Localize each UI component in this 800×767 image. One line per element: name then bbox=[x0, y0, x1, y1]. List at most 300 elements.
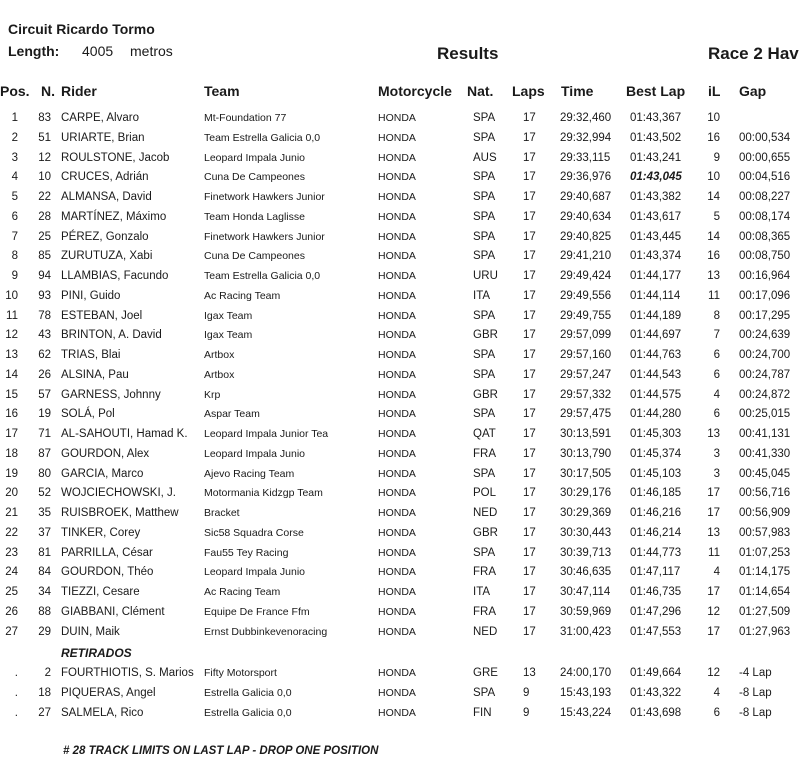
number-cell: 37 bbox=[38, 526, 51, 539]
nat-cell: AUS bbox=[473, 151, 497, 164]
best-lap-cell: 01:47,553 bbox=[630, 625, 682, 638]
table-row bbox=[0, 606, 800, 625]
number-cell: 93 bbox=[38, 289, 51, 302]
il-cell: 12 bbox=[707, 605, 720, 618]
pos-cell: 13 bbox=[5, 349, 18, 361]
number-cell: 26 bbox=[38, 368, 51, 381]
gap-cell: 00:17,295 bbox=[739, 309, 791, 322]
pos-cell: 23 bbox=[5, 546, 18, 559]
number-cell: 88 bbox=[38, 605, 51, 618]
il-cell: 14 bbox=[707, 230, 720, 243]
gap-cell: 00:08,174 bbox=[739, 210, 791, 223]
time-cell: 30:13,591 bbox=[560, 428, 612, 440]
table-row bbox=[0, 626, 800, 645]
rider-cell: GARNESS, Johnny bbox=[61, 388, 161, 401]
nat-cell: SPA bbox=[473, 368, 496, 381]
nat-cell: FIN bbox=[473, 706, 492, 719]
table-row bbox=[0, 408, 800, 427]
rider-cell: GOURDON, Alex bbox=[61, 447, 150, 460]
table-row bbox=[0, 211, 800, 230]
best-lap-cell: 01:46,214 bbox=[630, 526, 682, 539]
nat-cell: URU bbox=[473, 270, 498, 282]
nat-cell: SPA bbox=[473, 686, 496, 699]
number-cell: 34 bbox=[38, 586, 51, 598]
rider-cell: PINI, Guido bbox=[61, 289, 121, 302]
best-lap-cell: 01:44,114 bbox=[630, 289, 681, 302]
length-value: 4005 bbox=[82, 43, 114, 59]
rider-cell: LLAMBIAS, Facundo bbox=[61, 270, 169, 282]
laps-cell: 17 bbox=[523, 526, 536, 539]
number-cell: 2 bbox=[44, 667, 51, 679]
nat-cell: FRA bbox=[473, 566, 496, 579]
rider-cell: ZURUTUZA, Xabi bbox=[61, 250, 153, 263]
number-cell: 83 bbox=[38, 112, 51, 124]
il-cell: 4 bbox=[713, 686, 720, 699]
motorcycle-cell: HONDA bbox=[378, 667, 416, 679]
time-cell: 29:57,247 bbox=[560, 368, 612, 381]
rider-cell: TIEZZI, Cesare bbox=[61, 586, 140, 598]
best-lap-cell: 01:43,502 bbox=[630, 131, 682, 144]
gap-cell: 00:56,716 bbox=[739, 487, 791, 500]
time-cell: 30:59,969 bbox=[560, 605, 612, 618]
table-row bbox=[0, 290, 800, 309]
rider-cell: PÉREZ, Gonzalo bbox=[61, 230, 149, 243]
col-gap: Gap bbox=[739, 83, 767, 99]
best-lap-cell: 01:46,735 bbox=[630, 586, 682, 598]
time-cell: 29:40,687 bbox=[560, 191, 612, 203]
rider-cell: RUISBROEK, Matthew bbox=[61, 507, 179, 519]
laps-cell: 17 bbox=[523, 566, 536, 579]
gap-cell: 00:08,365 bbox=[739, 230, 791, 243]
number-cell: 29 bbox=[38, 625, 51, 638]
il-cell: 13 bbox=[707, 526, 720, 539]
time-cell: 15:43,224 bbox=[560, 706, 612, 719]
nat-cell: FRA bbox=[473, 605, 496, 618]
motorcycle-cell: HONDA bbox=[378, 309, 416, 322]
gap-cell: 00:24,787 bbox=[739, 368, 791, 381]
team-cell: Team Estrella Galicia 0,0 bbox=[204, 270, 321, 282]
number-cell: 18 bbox=[38, 686, 51, 699]
pos-cell: 12 bbox=[5, 329, 18, 342]
il-cell: 11 bbox=[708, 289, 720, 302]
best-lap-cell: 01:43,322 bbox=[630, 686, 682, 699]
rider-cell: SALMELA, Rico bbox=[61, 706, 144, 719]
pos-cell: 5 bbox=[11, 191, 18, 203]
nat-cell: QAT bbox=[473, 428, 496, 440]
il-cell: 13 bbox=[707, 428, 720, 440]
motorcycle-cell: HONDA bbox=[378, 586, 416, 598]
motorcycle-cell: HONDA bbox=[378, 526, 416, 539]
motorcycle-cell: HONDA bbox=[378, 467, 416, 480]
il-cell: 10 bbox=[707, 112, 720, 124]
gap-cell: 00:08,227 bbox=[739, 191, 791, 203]
team-cell: Artbox bbox=[204, 349, 235, 361]
best-lap-cell: 01:47,117 bbox=[630, 566, 681, 579]
time-cell: 29:36,976 bbox=[560, 171, 612, 184]
team-cell: Leopard Impala Junio bbox=[204, 566, 305, 579]
gap-cell: 01:14,175 bbox=[739, 566, 791, 579]
laps-cell: 17 bbox=[523, 309, 536, 322]
best-lap-cell: 01:44,280 bbox=[630, 408, 682, 421]
rider-cell: FOURTHIOTIS, S. Marios bbox=[61, 667, 194, 679]
pos-cell: 15 bbox=[5, 388, 18, 401]
motorcycle-cell: HONDA bbox=[378, 329, 416, 342]
table-row bbox=[0, 468, 800, 487]
number-cell: 87 bbox=[38, 447, 51, 460]
motorcycle-cell: HONDA bbox=[378, 131, 416, 144]
nat-cell: SPA bbox=[473, 546, 496, 559]
time-cell: 29:32,460 bbox=[560, 112, 612, 124]
table-row bbox=[0, 448, 800, 467]
team-cell: Leopard Impala Junio bbox=[204, 151, 305, 164]
table-row bbox=[0, 369, 800, 388]
number-cell: 81 bbox=[38, 546, 51, 559]
laps-cell: 17 bbox=[523, 171, 536, 184]
gap-cell: 00:56,909 bbox=[739, 507, 791, 519]
laps-cell: 17 bbox=[523, 151, 536, 164]
team-cell: Ac Racing Team bbox=[204, 586, 281, 598]
laps-cell: 17 bbox=[523, 507, 536, 519]
motorcycle-cell: HONDA bbox=[378, 428, 416, 440]
team-cell: Team Honda Laglisse bbox=[204, 210, 305, 223]
team-cell: Ajevo Racing Team bbox=[204, 467, 295, 480]
table-row bbox=[0, 191, 800, 210]
best-lap-cell: 01:43,241 bbox=[630, 151, 682, 164]
pos-cell: 18 bbox=[5, 447, 18, 460]
best-lap-cell: 01:43,698 bbox=[630, 706, 682, 719]
il-cell: 16 bbox=[707, 250, 720, 263]
nat-cell: GBR bbox=[473, 388, 498, 401]
gap-cell: 00:45,045 bbox=[739, 467, 791, 480]
best-lap-cell: 01:44,543 bbox=[630, 368, 682, 381]
pos-cell: 1 bbox=[11, 112, 18, 124]
number-cell: 62 bbox=[38, 349, 51, 361]
laps-cell: 17 bbox=[523, 329, 536, 342]
laps-cell: 17 bbox=[523, 586, 536, 598]
team-cell: Team Estrella Galicia 0,0 bbox=[204, 131, 321, 144]
col-nat: Nat. bbox=[467, 83, 494, 99]
number-cell: 43 bbox=[38, 329, 51, 342]
motorcycle-cell: HONDA bbox=[378, 191, 416, 203]
motorcycle-cell: HONDA bbox=[378, 507, 416, 519]
rider-cell: URIARTE, Brian bbox=[61, 131, 145, 144]
laps-cell: 17 bbox=[523, 349, 536, 361]
pos-cell: 22 bbox=[5, 526, 18, 539]
gap-cell: -8 Lap bbox=[739, 706, 772, 719]
motorcycle-cell: HONDA bbox=[378, 487, 416, 500]
time-cell: 29:40,825 bbox=[560, 230, 612, 243]
col-il: iL bbox=[708, 83, 721, 99]
gap-cell: 00:41,330 bbox=[739, 447, 791, 460]
laps-cell: 17 bbox=[523, 210, 536, 223]
gap-cell: 00:17,096 bbox=[739, 289, 791, 302]
number-cell: 57 bbox=[38, 388, 51, 401]
gap-cell: 00:00,534 bbox=[739, 131, 791, 144]
time-cell: 31:00,423 bbox=[560, 625, 612, 638]
laps-cell: 17 bbox=[523, 487, 536, 500]
team-cell: Equipe De France Ffm bbox=[204, 605, 310, 618]
team-cell: Igax Team bbox=[204, 309, 253, 322]
rider-cell: SOLÁ, Pol bbox=[61, 408, 115, 421]
team-cell: Fifty Motorsport bbox=[204, 667, 277, 679]
il-cell: 6 bbox=[713, 408, 720, 421]
pos-cell: 8 bbox=[11, 250, 18, 263]
team-cell: Igax Team bbox=[204, 329, 253, 342]
col-laps: Laps bbox=[512, 83, 545, 99]
pos-cell: 17 bbox=[5, 428, 18, 440]
team-cell: Leopard Impala Junio bbox=[204, 447, 305, 460]
time-cell: 30:17,505 bbox=[560, 467, 612, 480]
team-cell: Artbox bbox=[204, 368, 235, 381]
nat-cell: SPA bbox=[473, 191, 496, 203]
col-rider: Rider bbox=[61, 83, 97, 99]
length-label: Length: bbox=[8, 43, 60, 59]
motorcycle-cell: HONDA bbox=[378, 605, 416, 618]
motorcycle-cell: HONDA bbox=[378, 210, 416, 223]
rider-cell: AL-SAHOUTI, Hamad K. bbox=[61, 428, 188, 440]
table-row bbox=[0, 547, 800, 566]
laps-cell: 17 bbox=[523, 270, 536, 282]
nat-cell: GRE bbox=[473, 667, 498, 679]
il-cell: 3 bbox=[713, 447, 720, 460]
rider-cell: ROULSTONE, Jacob bbox=[61, 151, 170, 164]
laps-cell: 17 bbox=[523, 230, 536, 243]
nat-cell: SPA bbox=[473, 230, 496, 243]
rider-cell: DUIN, Maik bbox=[61, 625, 120, 638]
results-title: Results bbox=[437, 44, 499, 63]
il-cell: 12 bbox=[707, 667, 720, 679]
nat-cell: SPA bbox=[473, 210, 496, 223]
gap-cell: -4 Lap bbox=[739, 667, 772, 679]
table-row bbox=[0, 428, 800, 447]
gap-cell: 01:27,509 bbox=[739, 605, 791, 618]
table-row bbox=[0, 527, 800, 546]
best-lap-cell: 01:45,374 bbox=[630, 447, 682, 460]
team-cell: Ac Racing Team bbox=[204, 289, 281, 302]
laps-cell: 17 bbox=[523, 131, 536, 144]
pos-cell: 21 bbox=[5, 507, 18, 519]
gap-cell: 00:24,639 bbox=[739, 329, 791, 342]
pos-cell: 6 bbox=[11, 210, 18, 223]
best-lap-cell: 01:44,189 bbox=[630, 309, 682, 322]
table-row bbox=[0, 566, 800, 585]
pos-cell: 24 bbox=[5, 566, 18, 579]
motorcycle-cell: HONDA bbox=[378, 230, 416, 243]
pos-cell: . bbox=[14, 706, 18, 719]
time-cell: 30:39,713 bbox=[560, 546, 612, 559]
pos-cell: . bbox=[14, 686, 18, 699]
motorcycle-cell: HONDA bbox=[378, 625, 416, 638]
il-cell: 9 bbox=[713, 151, 720, 164]
nat-cell: SPA bbox=[473, 349, 496, 361]
motorcycle-cell: HONDA bbox=[378, 388, 416, 401]
laps-cell: 9 bbox=[523, 686, 530, 699]
pos-cell: 14 bbox=[5, 368, 18, 381]
nat-cell: NED bbox=[473, 625, 498, 638]
pos-cell: 9 bbox=[11, 270, 18, 282]
pos-cell: 26 bbox=[5, 605, 18, 618]
time-cell: 29:57,332 bbox=[560, 388, 612, 401]
nat-cell: SPA bbox=[473, 408, 496, 421]
number-cell: 84 bbox=[38, 566, 51, 579]
table-row bbox=[0, 507, 800, 526]
best-lap-cell: 01:43,045 bbox=[630, 171, 682, 184]
table-row bbox=[0, 310, 800, 329]
number-cell: 85 bbox=[38, 250, 51, 263]
table-row bbox=[0, 250, 800, 269]
time-cell: 29:49,755 bbox=[560, 309, 612, 322]
nat-cell: SPA bbox=[473, 309, 496, 322]
pos-cell: 20 bbox=[5, 487, 18, 500]
team-cell: Ernst Dubbinkevenoracing bbox=[204, 625, 328, 638]
best-lap-cell: 01:43,367 bbox=[630, 112, 682, 124]
rider-cell: MARTÍNEZ, Máximo bbox=[61, 210, 167, 223]
table-row bbox=[0, 152, 800, 171]
table-row bbox=[0, 667, 800, 686]
rider-cell: PARRILLA, César bbox=[61, 546, 153, 559]
team-cell: Aspar Team bbox=[204, 408, 260, 421]
gap-cell: 00:25,015 bbox=[739, 408, 791, 421]
team-cell: Finetwork Hawkers Junior bbox=[204, 191, 325, 203]
time-cell: 29:41,210 bbox=[560, 250, 612, 263]
laps-cell: 17 bbox=[523, 605, 536, 618]
laps-cell: 17 bbox=[523, 546, 536, 559]
time-cell: 30:29,176 bbox=[560, 487, 612, 500]
il-cell: 17 bbox=[707, 507, 720, 519]
number-cell: 52 bbox=[38, 487, 51, 500]
table-row bbox=[0, 349, 800, 368]
motorcycle-cell: HONDA bbox=[378, 408, 416, 421]
best-lap-cell: 01:46,185 bbox=[630, 487, 682, 500]
pos-cell: 10 bbox=[5, 289, 18, 302]
retirados-label: RETIRADOS bbox=[61, 646, 132, 660]
il-cell: 14 bbox=[707, 191, 720, 203]
il-cell: 6 bbox=[713, 368, 720, 381]
race-title: Race 2 Hav bbox=[708, 44, 799, 63]
number-cell: 80 bbox=[38, 467, 51, 480]
col-best-lap: Best Lap bbox=[626, 83, 686, 99]
gap-cell: 00:24,700 bbox=[739, 349, 791, 361]
pos-cell: 7 bbox=[11, 230, 18, 243]
motorcycle-cell: HONDA bbox=[378, 250, 416, 263]
rider-cell: PIQUERAS, Angel bbox=[61, 686, 156, 699]
time-cell: 30:47,114 bbox=[560, 586, 611, 598]
laps-cell: 17 bbox=[523, 428, 536, 440]
nat-cell: GBR bbox=[473, 329, 498, 342]
rider-cell: GARCIA, Marco bbox=[61, 467, 144, 480]
pos-cell: 11 bbox=[6, 309, 18, 322]
laps-cell: 17 bbox=[523, 625, 536, 638]
team-cell: Mt-Foundation 77 bbox=[204, 112, 287, 124]
team-cell: Fau55 Tey Racing bbox=[204, 546, 289, 559]
team-cell: Krp bbox=[204, 388, 221, 401]
pos-cell: 19 bbox=[5, 467, 18, 480]
best-lap-cell: 01:44,773 bbox=[630, 546, 682, 559]
team-cell: Cuna De Campeones bbox=[204, 171, 305, 184]
best-lap-cell: 01:43,374 bbox=[630, 250, 682, 263]
rider-cell: TINKER, Corey bbox=[61, 526, 141, 539]
gap-cell: 00:24,872 bbox=[739, 388, 791, 401]
rider-cell: WOJCIECHOWSKI, J. bbox=[61, 487, 176, 500]
laps-cell: 17 bbox=[523, 388, 536, 401]
number-cell: 12 bbox=[38, 151, 51, 164]
motorcycle-cell: HONDA bbox=[378, 447, 416, 460]
rider-cell: GOURDON, Théo bbox=[61, 566, 154, 579]
il-cell: 17 bbox=[707, 487, 720, 500]
number-cell: 71 bbox=[38, 428, 51, 440]
motorcycle-cell: HONDA bbox=[378, 686, 416, 699]
laps-cell: 17 bbox=[523, 191, 536, 203]
best-lap-cell: 01:43,445 bbox=[630, 230, 682, 243]
team-cell: Leopard Impala Junior Tea bbox=[204, 428, 329, 440]
pos-cell: 3 bbox=[11, 151, 18, 164]
team-cell: Cuna De Campeones bbox=[204, 250, 305, 263]
laps-cell: 17 bbox=[523, 250, 536, 263]
motorcycle-cell: HONDA bbox=[378, 566, 416, 579]
gap-cell: 00:08,750 bbox=[739, 250, 791, 263]
number-cell: 27 bbox=[38, 706, 51, 719]
il-cell: 5 bbox=[713, 210, 720, 223]
number-cell: 51 bbox=[38, 131, 51, 144]
time-cell: 29:49,556 bbox=[560, 289, 612, 302]
pos-cell: 25 bbox=[5, 586, 18, 598]
il-cell: 4 bbox=[713, 388, 720, 401]
length-unit: metros bbox=[130, 43, 173, 59]
pos-cell: 4 bbox=[11, 171, 18, 184]
nat-cell: FRA bbox=[473, 447, 496, 460]
motorcycle-cell: HONDA bbox=[378, 151, 416, 164]
rider-cell: ALMANSA, David bbox=[61, 191, 152, 203]
time-cell: 15:43,193 bbox=[560, 686, 612, 699]
gap-cell: 00:04,516 bbox=[739, 171, 791, 184]
best-lap-cell: 01:43,382 bbox=[630, 191, 682, 203]
nat-cell: SPA bbox=[473, 250, 496, 263]
best-lap-cell: 01:44,177 bbox=[630, 270, 682, 282]
laps-cell: 13 bbox=[523, 667, 536, 679]
gap-cell: 01:27,963 bbox=[739, 625, 791, 638]
number-cell: 10 bbox=[38, 171, 51, 184]
best-lap-cell: 01:45,103 bbox=[630, 467, 682, 480]
motorcycle-cell: HONDA bbox=[378, 706, 416, 719]
motorcycle-cell: HONDA bbox=[378, 112, 416, 124]
number-cell: 25 bbox=[38, 230, 51, 243]
rider-cell: TRIAS, Blai bbox=[61, 349, 121, 361]
pos-cell: 16 bbox=[5, 408, 18, 421]
il-cell: 16 bbox=[707, 131, 720, 144]
table-row bbox=[0, 231, 800, 250]
table-row bbox=[0, 132, 800, 151]
number-cell: 94 bbox=[38, 270, 51, 282]
col-team: Team bbox=[204, 83, 240, 99]
table-row bbox=[0, 586, 800, 605]
laps-cell: 17 bbox=[523, 112, 536, 124]
il-cell: 3 bbox=[713, 467, 720, 480]
number-cell: 35 bbox=[38, 507, 51, 519]
best-lap-cell: 01:45,303 bbox=[630, 428, 682, 440]
number-cell: 78 bbox=[38, 309, 51, 322]
circuit-name: Circuit Ricardo Tormo bbox=[8, 21, 155, 37]
pos-cell: 2 bbox=[11, 131, 18, 144]
laps-cell: 17 bbox=[523, 467, 536, 480]
laps-cell: 9 bbox=[523, 706, 530, 719]
time-cell: 30:46,635 bbox=[560, 566, 612, 579]
motorcycle-cell: HONDA bbox=[378, 289, 416, 302]
il-cell: 17 bbox=[707, 586, 720, 598]
team-cell: Estrella Galicia 0,0 bbox=[204, 706, 292, 719]
best-lap-cell: 01:46,216 bbox=[630, 507, 682, 519]
best-lap-cell: 01:44,575 bbox=[630, 388, 682, 401]
time-cell: 30:30,443 bbox=[560, 526, 612, 539]
